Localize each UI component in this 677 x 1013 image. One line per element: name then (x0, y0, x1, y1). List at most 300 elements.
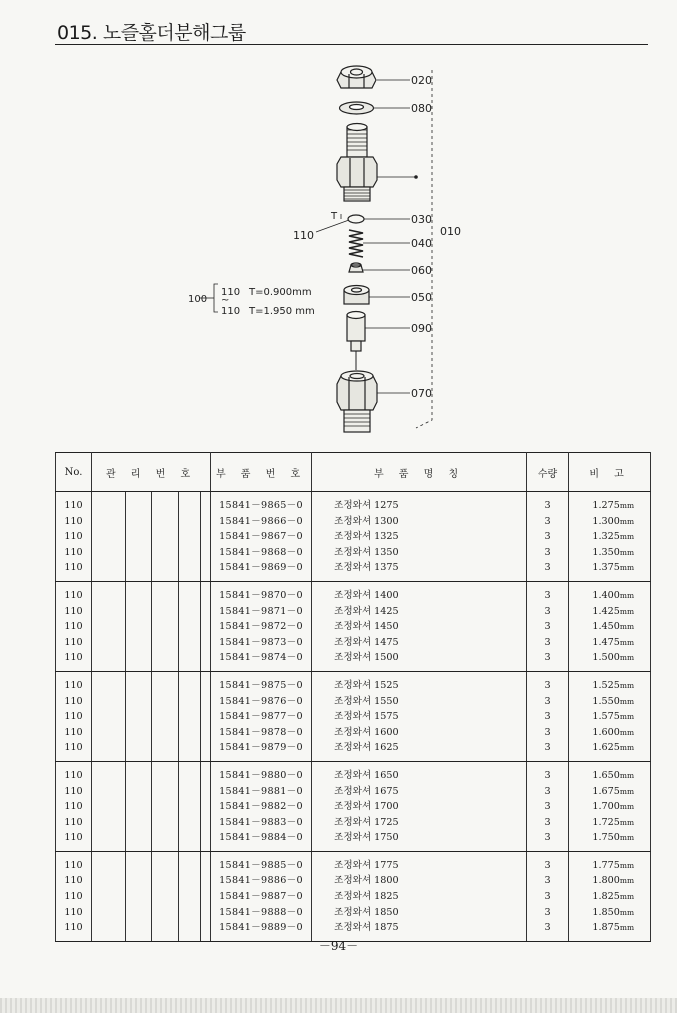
cell-part-name: 조정와셔 1575 (312, 709, 527, 725)
cell-mgmt-5 (201, 725, 211, 741)
cell-mgmt-2 (126, 889, 152, 905)
cell-part-no: 15841－9867－0 (211, 529, 312, 545)
cell-remark (569, 740, 651, 761)
cell-no: 110 (56, 694, 92, 710)
cell-mgmt-4 (179, 581, 201, 603)
cell-part-name: 조정와셔 1700 (312, 799, 527, 815)
remark-value: 1.700 (592, 801, 620, 813)
cell-part-name: 조정와셔 1300 (312, 514, 527, 530)
cell-mgmt-4 (179, 851, 201, 873)
cell-part-name: 조정와셔 1550 (312, 694, 527, 710)
cell-mgmt-5 (201, 492, 211, 514)
cell-mgmt-1 (92, 709, 126, 725)
cell-no: 110 (56, 851, 92, 873)
cell-mgmt-1 (92, 740, 126, 761)
cell-mgmt-2 (126, 851, 152, 873)
cell-qty: 3 (527, 581, 569, 603)
callout-080: 080 (411, 102, 432, 115)
cell-part-name: 조정와셔 1800 (312, 873, 527, 889)
cell-mgmt-3 (152, 815, 179, 831)
cell-mgmt-5 (201, 889, 211, 905)
callout-050: 050 (411, 291, 432, 304)
cell-mgmt-5 (201, 694, 211, 710)
remark-value: 1.650 (592, 769, 620, 781)
remark-unit: mm (619, 653, 635, 663)
remark-value: 1.350 (592, 546, 620, 558)
cell-remark (569, 725, 651, 741)
remark-unit: mm (619, 606, 635, 616)
cell-mgmt-4 (179, 799, 201, 815)
cell-remark (569, 889, 651, 905)
table-row (56, 815, 651, 831)
remark-value: 1.550 (592, 695, 620, 707)
cell-mgmt-2 (126, 671, 152, 693)
table-row (56, 830, 651, 851)
cell-no: 110 (56, 905, 92, 921)
cell-part-name: 조정와셔 1350 (312, 545, 527, 561)
cell-remark (569, 581, 651, 603)
header-no: No. (56, 453, 92, 492)
cell-part-no: 15841－9882－0 (211, 799, 312, 815)
cell-remark (569, 815, 651, 831)
callout-020: 020 (411, 74, 432, 87)
cell-mgmt-2 (126, 650, 152, 671)
cell-mgmt-3 (152, 851, 179, 873)
header-remarks: 비 고 (569, 453, 651, 492)
cell-part-name: 조정와셔 1375 (312, 560, 527, 581)
table-row (56, 725, 651, 741)
remark-unit: mm (619, 532, 635, 542)
remark-unit: mm (619, 637, 635, 647)
cell-mgmt-1 (92, 815, 126, 831)
callout-030: 030 (411, 213, 432, 226)
cell-part-no: 15841－9872－0 (211, 619, 312, 635)
table-row (56, 545, 651, 561)
cell-mgmt-1 (92, 492, 126, 514)
cell-part-no: 15841－9883－0 (211, 815, 312, 831)
cell-mgmt-1 (92, 799, 126, 815)
callout-070: 070 (411, 387, 432, 400)
cell-remark (569, 851, 651, 873)
cell-mgmt-4 (179, 635, 201, 651)
cell-part-no: 15841－9866－0 (211, 514, 312, 530)
remark-unit: mm (619, 876, 635, 886)
cell-mgmt-1 (92, 761, 126, 783)
cell-remark (569, 761, 651, 783)
cell-mgmt-2 (126, 709, 152, 725)
cell-part-name: 조정와셔 1325 (312, 529, 527, 545)
cell-qty: 3 (527, 545, 569, 561)
shim-note-spec-1: T=0.900mm (249, 287, 312, 298)
cell-mgmt-4 (179, 784, 201, 800)
cell-mgmt-2 (126, 830, 152, 851)
cell-mgmt-2 (126, 635, 152, 651)
table-row (56, 650, 651, 671)
table-row (56, 604, 651, 620)
cell-part-no: 15841－9876－0 (211, 694, 312, 710)
cell-mgmt-4 (179, 740, 201, 761)
table-row (56, 873, 651, 889)
cell-mgmt-2 (126, 761, 152, 783)
remark-value: 1.775 (592, 859, 620, 871)
cell-qty: 3 (527, 761, 569, 783)
cell-mgmt-3 (152, 873, 179, 889)
cell-part-name: 조정와셔 1425 (312, 604, 527, 620)
cell-part-no: 15841－9878－0 (211, 725, 312, 741)
cell-mgmt-1 (92, 830, 126, 851)
cell-qty: 3 (527, 709, 569, 725)
remark-unit: mm (619, 516, 635, 526)
table-row (56, 514, 651, 530)
cell-no: 110 (56, 635, 92, 651)
exploded-parts-diagram (0, 50, 677, 445)
cell-remark (569, 830, 651, 851)
table-row (56, 635, 651, 651)
remark-value: 1.325 (592, 531, 620, 543)
cell-mgmt-1 (92, 604, 126, 620)
cell-mgmt-4 (179, 529, 201, 545)
cell-part-name: 조정와셔 1725 (312, 815, 527, 831)
table-header-row (56, 453, 651, 492)
cell-mgmt-1 (92, 581, 126, 603)
cell-mgmt-3 (152, 784, 179, 800)
cell-mgmt-4 (179, 761, 201, 783)
table-row (56, 694, 651, 710)
cell-mgmt-3 (152, 604, 179, 620)
page-title: 015. 노즐홀더분해그룹 (57, 22, 246, 44)
header-management-no: 관 리 번 호 (92, 453, 211, 492)
remark-value: 1.675 (592, 785, 620, 797)
cell-mgmt-2 (126, 905, 152, 921)
spring-part (349, 230, 363, 257)
cell-mgmt-5 (201, 560, 211, 581)
cell-mgmt-4 (179, 815, 201, 831)
cell-mgmt-3 (152, 709, 179, 725)
cell-part-no: 15841－9885－0 (211, 851, 312, 873)
cell-part-no: 15841－9871－0 (211, 604, 312, 620)
cell-mgmt-1 (92, 545, 126, 561)
cell-part-name: 조정와셔 1450 (312, 619, 527, 635)
remark-value: 1.400 (592, 589, 620, 601)
cell-qty: 3 (527, 740, 569, 761)
cell-no: 110 (56, 671, 92, 693)
remark-unit: mm (619, 770, 635, 780)
table-row (56, 784, 651, 800)
remark-value: 1.750 (592, 832, 620, 844)
cell-qty: 3 (527, 830, 569, 851)
cell-qty: 3 (527, 560, 569, 581)
cell-mgmt-3 (152, 830, 179, 851)
remark-unit: mm (619, 563, 635, 573)
cell-qty: 3 (527, 514, 569, 530)
cell-qty: 3 (527, 799, 569, 815)
remark-unit: mm (619, 712, 635, 722)
cell-no: 110 (56, 889, 92, 905)
cell-mgmt-1 (92, 694, 126, 710)
cell-no: 110 (56, 545, 92, 561)
cell-mgmt-3 (152, 545, 179, 561)
cell-qty: 3 (527, 725, 569, 741)
cell-part-no: 15841－9873－0 (211, 635, 312, 651)
remark-value: 1.450 (592, 621, 620, 633)
cell-part-no: 15841－9887－0 (211, 889, 312, 905)
parts-table-body (56, 492, 651, 942)
table-row (56, 799, 651, 815)
cell-part-no: 15841－9877－0 (211, 709, 312, 725)
cell-mgmt-4 (179, 905, 201, 921)
nozzle-part (347, 312, 365, 371)
cell-no: 110 (56, 709, 92, 725)
cell-mgmt-2 (126, 581, 152, 603)
cell-mgmt-4 (179, 709, 201, 725)
o-ring-part (348, 215, 364, 223)
table-row (56, 709, 651, 725)
remark-value: 1.300 (592, 515, 620, 527)
cell-mgmt-1 (92, 619, 126, 635)
remark-unit: mm (619, 743, 635, 753)
remark-value: 1.475 (592, 636, 620, 648)
cell-part-name: 조정와셔 1500 (312, 650, 527, 671)
cell-mgmt-3 (152, 635, 179, 651)
cell-mgmt-4 (179, 671, 201, 693)
cell-mgmt-2 (126, 873, 152, 889)
remark-unit: mm (619, 547, 635, 557)
callout-040: 040 (411, 237, 432, 250)
cell-remark (569, 635, 651, 651)
cell-remark (569, 650, 651, 671)
cell-mgmt-1 (92, 889, 126, 905)
cell-no: 110 (56, 492, 92, 514)
cell-qty: 3 (527, 694, 569, 710)
cell-part-no: 15841－9879－0 (211, 740, 312, 761)
cell-mgmt-5 (201, 784, 211, 800)
cell-mgmt-5 (201, 635, 211, 651)
cell-mgmt-3 (152, 529, 179, 545)
remark-value: 1.525 (592, 679, 620, 691)
remark-unit: mm (619, 923, 635, 933)
spacer-part (344, 286, 369, 305)
cell-mgmt-3 (152, 694, 179, 710)
remark-unit: mm (619, 833, 635, 843)
cell-no: 110 (56, 604, 92, 620)
cell-remark (569, 492, 651, 514)
cell-qty: 3 (527, 671, 569, 693)
remark-unit: mm (619, 802, 635, 812)
cell-mgmt-4 (179, 604, 201, 620)
remark-value: 1.500 (592, 652, 620, 664)
cell-mgmt-2 (126, 514, 152, 530)
table-row (56, 851, 651, 873)
cell-no: 110 (56, 761, 92, 783)
cell-mgmt-5 (201, 709, 211, 725)
remark-value: 1.825 (592, 891, 620, 903)
cell-mgmt-3 (152, 671, 179, 693)
cell-mgmt-3 (152, 889, 179, 905)
cell-qty: 3 (527, 619, 569, 635)
cell-part-name: 조정와셔 1400 (312, 581, 527, 603)
cell-no: 110 (56, 784, 92, 800)
scan-edge (0, 998, 677, 1013)
table-row (56, 581, 651, 603)
cell-part-no: 15841－9874－0 (211, 650, 312, 671)
cell-mgmt-5 (201, 581, 211, 603)
cell-part-name: 조정와셔 1850 (312, 905, 527, 921)
shim-note-separator: ~ (221, 295, 230, 306)
cell-mgmt-3 (152, 560, 179, 581)
cell-no: 110 (56, 920, 92, 941)
cell-part-name: 조정와셔 1750 (312, 830, 527, 851)
cell-qty: 3 (527, 873, 569, 889)
cell-mgmt-5 (201, 514, 211, 530)
cell-part-no: 15841－9880－0 (211, 761, 312, 783)
cell-qty: 3 (527, 815, 569, 831)
cell-part-no: 15841－9889－0 (211, 920, 312, 941)
cell-mgmt-1 (92, 650, 126, 671)
cell-remark (569, 514, 651, 530)
cell-no: 110 (56, 725, 92, 741)
cell-mgmt-4 (179, 560, 201, 581)
cell-part-no: 15841－9886－0 (211, 873, 312, 889)
remark-unit: mm (619, 680, 635, 690)
cell-mgmt-2 (126, 725, 152, 741)
cell-part-name: 조정와셔 1625 (312, 740, 527, 761)
cell-part-name: 조정와셔 1275 (312, 492, 527, 514)
cell-remark (569, 905, 651, 921)
cell-no: 110 (56, 514, 92, 530)
callout-060: 060 (411, 264, 432, 277)
cell-mgmt-5 (201, 671, 211, 693)
cell-no: 110 (56, 581, 92, 603)
remark-value: 1.850 (592, 906, 620, 918)
cell-mgmt-2 (126, 694, 152, 710)
cell-mgmt-5 (201, 529, 211, 545)
cell-mgmt-4 (179, 889, 201, 905)
cell-part-no: 15841－9881－0 (211, 784, 312, 800)
cell-mgmt-1 (92, 671, 126, 693)
cell-mgmt-1 (92, 725, 126, 741)
cell-mgmt-1 (92, 635, 126, 651)
cell-remark (569, 709, 651, 725)
cell-mgmt-4 (179, 830, 201, 851)
cell-mgmt-3 (152, 725, 179, 741)
cell-mgmt-2 (126, 604, 152, 620)
cell-mgmt-5 (201, 873, 211, 889)
table-row (56, 619, 651, 635)
remark-value: 1.425 (592, 605, 620, 617)
cell-mgmt-2 (126, 784, 152, 800)
cell-part-name: 조정와셔 1875 (312, 920, 527, 941)
cell-part-no: 15841－9868－0 (211, 545, 312, 561)
remark-value: 1.625 (592, 742, 620, 754)
cell-part-name: 조정와셔 1525 (312, 671, 527, 693)
nozzle-holder-body (337, 124, 377, 202)
cell-remark (569, 619, 651, 635)
remark-unit: mm (619, 786, 635, 796)
cell-qty: 3 (527, 604, 569, 620)
cell-mgmt-3 (152, 650, 179, 671)
callout-010: 010 (440, 225, 461, 238)
callout-090: 090 (411, 322, 432, 335)
cell-mgmt-5 (201, 851, 211, 873)
remark-value: 1.575 (592, 711, 620, 723)
cell-remark (569, 799, 651, 815)
cell-qty: 3 (527, 920, 569, 941)
remark-value: 1.600 (592, 726, 620, 738)
cell-no: 110 (56, 873, 92, 889)
cap-nut-part (337, 66, 376, 88)
cell-mgmt-2 (126, 560, 152, 581)
cell-qty: 3 (527, 650, 569, 671)
table-row (56, 889, 651, 905)
cell-part-no: 15841－9870－0 (211, 581, 312, 603)
cell-mgmt-2 (126, 815, 152, 831)
cell-mgmt-2 (126, 799, 152, 815)
cell-part-name: 조정와셔 1600 (312, 725, 527, 741)
cell-mgmt-2 (126, 492, 152, 514)
cell-remark (569, 784, 651, 800)
cell-mgmt-3 (152, 619, 179, 635)
cell-mgmt-3 (152, 514, 179, 530)
page-number: －94－ (318, 939, 359, 953)
cell-mgmt-1 (92, 514, 126, 530)
cell-part-name: 조정와셔 1675 (312, 784, 527, 800)
t-mark: T (331, 211, 338, 222)
cell-no: 110 (56, 799, 92, 815)
cell-remark (569, 694, 651, 710)
cell-no: 110 (56, 650, 92, 671)
cell-mgmt-5 (201, 799, 211, 815)
cell-no: 110 (56, 740, 92, 761)
header-qty: 수량 (527, 453, 569, 492)
cell-remark (569, 604, 651, 620)
cell-mgmt-5 (201, 815, 211, 831)
table-row (56, 761, 651, 783)
cell-mgmt-4 (179, 873, 201, 889)
cell-part-no: 15841－9865－0 (211, 492, 312, 514)
cell-mgmt-5 (201, 650, 211, 671)
cell-mgmt-1 (92, 851, 126, 873)
cell-mgmt-3 (152, 492, 179, 514)
cell-mgmt-3 (152, 740, 179, 761)
table-row (56, 560, 651, 581)
cell-remark (569, 529, 651, 545)
cell-mgmt-4 (179, 725, 201, 741)
cell-mgmt-4 (179, 545, 201, 561)
table-row (56, 492, 651, 514)
callout-110: 110 (293, 229, 314, 242)
header-part-no: 부 품 번 호 (211, 453, 312, 492)
cell-mgmt-3 (152, 799, 179, 815)
cell-mgmt-4 (179, 514, 201, 530)
remark-unit: mm (619, 696, 635, 706)
cell-mgmt-3 (152, 761, 179, 783)
remark-unit: mm (619, 501, 635, 510)
washer-part (340, 102, 374, 114)
table-row (56, 905, 651, 921)
cell-part-name: 조정와셔 1475 (312, 635, 527, 651)
cell-no: 110 (56, 619, 92, 635)
cell-mgmt-1 (92, 905, 126, 921)
table-row (56, 740, 651, 761)
remark-unit: mm (619, 590, 635, 600)
remark-unit: mm (619, 622, 635, 632)
remark-value: 1.800 (592, 875, 620, 887)
cell-mgmt-4 (179, 619, 201, 635)
cell-mgmt-3 (152, 905, 179, 921)
cell-no: 110 (56, 529, 92, 545)
cell-part-no: 15841－9869－0 (211, 560, 312, 581)
cell-qty: 3 (527, 905, 569, 921)
